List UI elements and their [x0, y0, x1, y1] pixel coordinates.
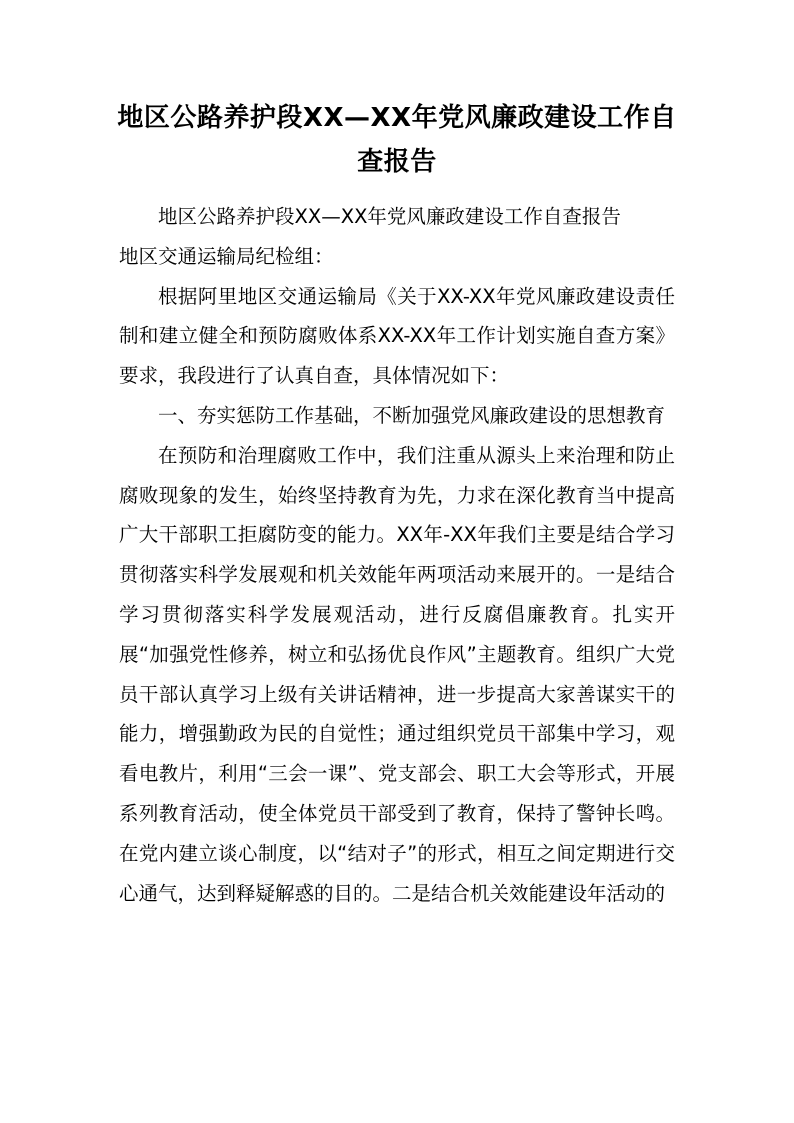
paragraph-salutation: 地区交通运输局纪检组： — [119, 244, 334, 268]
document-title: 地区公路养护段XX—XX年党风廉政建设工作自查报告 — [117, 103, 677, 177]
document-body — [119, 197, 675, 913]
paragraph-body-1: 在预防和治理腐败工作中，我们注重从源头上来治理和防止腐败现象的发生，始终坚持教育为先，力求在深化教育当中提高广大干部职工拒腐防变的能力。XX年-XX年我们主要是结合学习贯彻落实科学发展观和机关效能年两项活动来展开的。一是结合学习贯彻落实科学发展观活动，进行反腐倡廉教育。扎实开展“加强党性修养，树立和弘扬优良作风”主题教育。组织广大党员干部认真学习上级有关讲话精神，进一步提高大家善谋实干的能力，增强勤政为民的自觉性；通过组织党员干部集中学习，观看电教片，利用“三会一课”、党支部会、职工大会等形式，开展系列教育活动，使全体党员干部受到了教育，保持了警钟长鸣。在党内建立谈心制度，以“结对子”的形式，相互之间定期进行交心通气，达到释疑解惑的目的。二是结合机关效能建设年活动的 — [119, 443, 675, 905]
paragraph-intro: 根据阿里地区交通运输局《关于XX-XX年党风廉政建设责任制和建立健全和预防腐败体系XX-XX年工作计划实施自查方案》要求，我段进行了认真自查，具体情况如下： — [119, 284, 675, 388]
paragraph-heading-repeat: 地区公路养护段XX—XX年党风廉政建设工作自查报告 — [158, 205, 621, 228]
section-heading-1: 一、夯实惩防工作基础，不断加强党风廉政建设的思想教育 — [158, 403, 666, 427]
